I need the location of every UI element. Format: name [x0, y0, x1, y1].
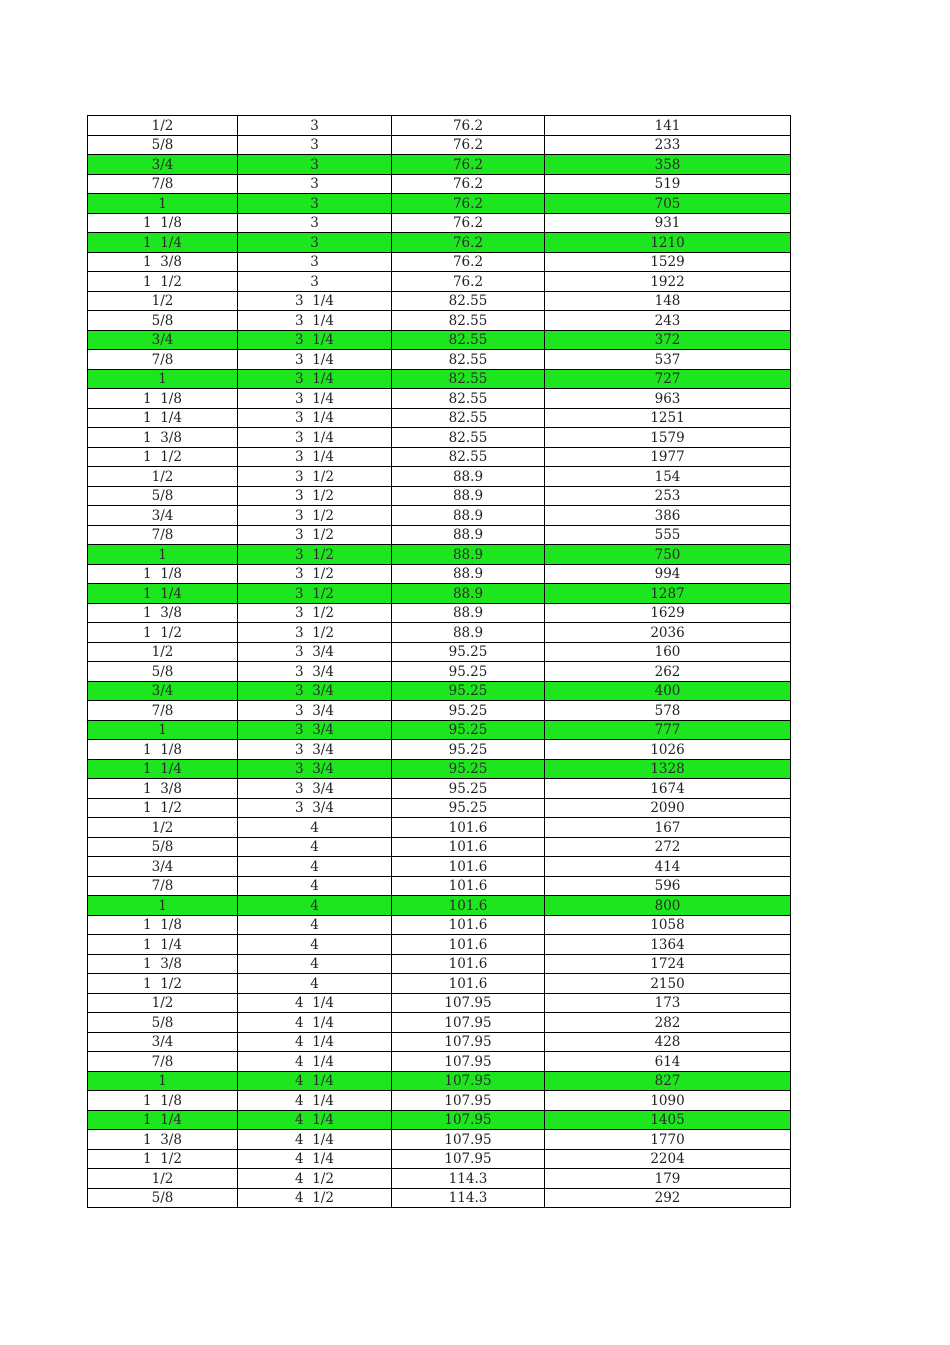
- cell-col-4: 2036: [545, 623, 791, 643]
- cell-col-3: 107.95: [392, 1032, 545, 1052]
- cell-col-2: 3 1/4: [238, 369, 392, 389]
- cell-col-3: 114.3: [392, 1188, 545, 1208]
- table-row: [88, 506, 791, 526]
- cell-col-1: 5/8: [88, 1188, 238, 1208]
- table-row: [88, 525, 791, 545]
- cell-col-3: 107.95: [392, 1071, 545, 1091]
- cell-col-4: 827: [545, 1071, 791, 1091]
- cell-col-2: 4 1/4: [238, 1149, 392, 1169]
- cell-col-3: 101.6: [392, 857, 545, 877]
- cell-col-4: 1364: [545, 935, 791, 955]
- cell-col-1: 1 1/4: [88, 408, 238, 428]
- cell-col-2: 3 3/4: [238, 701, 392, 721]
- cell-col-1: 1 1/2: [88, 447, 238, 467]
- data-table: [87, 115, 791, 1208]
- cell-col-3: 101.6: [392, 915, 545, 935]
- cell-col-3: 76.2: [392, 135, 545, 155]
- cell-col-2: 4 1/4: [238, 1032, 392, 1052]
- cell-col-3: 76.2: [392, 252, 545, 272]
- table-row: [88, 467, 791, 487]
- cell-col-2: 3: [238, 272, 392, 292]
- cell-col-1: 1: [88, 1071, 238, 1091]
- cell-col-2: 3 1/4: [238, 311, 392, 331]
- cell-col-3: 95.25: [392, 759, 545, 779]
- cell-col-1: 1 3/8: [88, 428, 238, 448]
- cell-col-2: 3 1/2: [238, 584, 392, 604]
- cell-col-4: 292: [545, 1188, 791, 1208]
- cell-col-1: 1 1/4: [88, 233, 238, 253]
- cell-col-4: 1629: [545, 603, 791, 623]
- table-row: [88, 486, 791, 506]
- cell-col-3: 95.25: [392, 701, 545, 721]
- cell-col-3: 82.55: [392, 350, 545, 370]
- cell-col-2: 3: [238, 174, 392, 194]
- cell-col-4: 428: [545, 1032, 791, 1052]
- cell-col-2: 4: [238, 974, 392, 994]
- cell-col-2: 3 1/2: [238, 623, 392, 643]
- cell-col-3: 88.9: [392, 545, 545, 565]
- table-row: [88, 233, 791, 253]
- cell-col-1: 5/8: [88, 1013, 238, 1033]
- cell-col-3: 76.2: [392, 194, 545, 214]
- table-row: [88, 545, 791, 565]
- cell-col-1: 7/8: [88, 350, 238, 370]
- cell-col-1: 7/8: [88, 876, 238, 896]
- cell-col-1: 1 1/4: [88, 759, 238, 779]
- table-row: [88, 428, 791, 448]
- cell-col-3: 101.6: [392, 818, 545, 838]
- table-row: [88, 623, 791, 643]
- cell-col-3: 76.2: [392, 155, 545, 175]
- cell-col-2: 3: [238, 135, 392, 155]
- cell-col-2: 3 1/2: [238, 545, 392, 565]
- cell-col-4: 727: [545, 369, 791, 389]
- cell-col-3: 82.55: [392, 311, 545, 331]
- table-row: [88, 818, 791, 838]
- table-row: [88, 252, 791, 272]
- table-row: [88, 915, 791, 935]
- cell-col-2: 4: [238, 935, 392, 955]
- cell-col-3: 114.3: [392, 1169, 545, 1189]
- table-row: [88, 935, 791, 955]
- cell-col-1: 1 1/2: [88, 272, 238, 292]
- cell-col-2: 3 1/2: [238, 486, 392, 506]
- cell-col-1: 1: [88, 720, 238, 740]
- cell-col-2: 4: [238, 896, 392, 916]
- table-row: [88, 662, 791, 682]
- cell-col-2: 4 1/2: [238, 1169, 392, 1189]
- table-row: [88, 155, 791, 175]
- cell-col-1: 1: [88, 545, 238, 565]
- cell-col-4: 154: [545, 467, 791, 487]
- cell-col-3: 95.25: [392, 798, 545, 818]
- cell-col-4: 2090: [545, 798, 791, 818]
- cell-col-1: 3/4: [88, 506, 238, 526]
- cell-col-4: 1579: [545, 428, 791, 448]
- cell-col-1: 1: [88, 194, 238, 214]
- cell-col-3: 82.55: [392, 369, 545, 389]
- cell-col-1: 1 1/2: [88, 798, 238, 818]
- cell-col-2: 3: [238, 155, 392, 175]
- table-row: [88, 857, 791, 877]
- cell-col-1: 1 1/8: [88, 564, 238, 584]
- table-row: [88, 701, 791, 721]
- cell-col-1: 3/4: [88, 155, 238, 175]
- cell-col-2: 3 3/4: [238, 740, 392, 760]
- cell-col-2: 4 1/4: [238, 1110, 392, 1130]
- table-row: [88, 1071, 791, 1091]
- cell-col-3: 107.95: [392, 1130, 545, 1150]
- cell-col-4: 414: [545, 857, 791, 877]
- table-row: [88, 1052, 791, 1072]
- cell-col-2: 3 1/4: [238, 408, 392, 428]
- cell-col-2: 3: [238, 194, 392, 214]
- cell-col-4: 537: [545, 350, 791, 370]
- cell-col-3: 107.95: [392, 1091, 545, 1111]
- cell-col-3: 82.55: [392, 291, 545, 311]
- cell-col-4: 1405: [545, 1110, 791, 1130]
- cell-col-2: 3 1/4: [238, 330, 392, 350]
- cell-col-4: 1529: [545, 252, 791, 272]
- cell-col-3: 88.9: [392, 525, 545, 545]
- cell-col-3: 88.9: [392, 564, 545, 584]
- cell-col-1: 5/8: [88, 311, 238, 331]
- cell-col-4: 555: [545, 525, 791, 545]
- cell-col-4: 148: [545, 291, 791, 311]
- cell-col-2: 4: [238, 915, 392, 935]
- cell-col-4: 262: [545, 662, 791, 682]
- cell-col-1: 1 1/2: [88, 623, 238, 643]
- cell-col-3: 101.6: [392, 876, 545, 896]
- cell-col-1: 3/4: [88, 681, 238, 701]
- table-row: [88, 174, 791, 194]
- cell-col-3: 82.55: [392, 389, 545, 409]
- cell-col-4: 253: [545, 486, 791, 506]
- cell-col-1: 1/2: [88, 993, 238, 1013]
- cell-col-2: 3 1/2: [238, 564, 392, 584]
- cell-col-4: 282: [545, 1013, 791, 1033]
- cell-col-1: 1 1/8: [88, 213, 238, 233]
- cell-col-4: 1210: [545, 233, 791, 253]
- cell-col-4: 1977: [545, 447, 791, 467]
- cell-col-4: 1674: [545, 779, 791, 799]
- cell-col-2: 3 1/2: [238, 603, 392, 623]
- cell-col-3: 107.95: [392, 993, 545, 1013]
- cell-col-3: 95.25: [392, 681, 545, 701]
- table-row: [88, 837, 791, 857]
- cell-col-1: 3/4: [88, 1032, 238, 1052]
- cell-col-4: 1328: [545, 759, 791, 779]
- table-row: [88, 876, 791, 896]
- cell-col-3: 88.9: [392, 623, 545, 643]
- cell-col-3: 107.95: [392, 1149, 545, 1169]
- cell-col-2: 3 1/2: [238, 525, 392, 545]
- table-row: [88, 740, 791, 760]
- table-row: [88, 350, 791, 370]
- cell-col-2: 4: [238, 954, 392, 974]
- cell-col-1: 1 3/8: [88, 954, 238, 974]
- cell-col-4: 994: [545, 564, 791, 584]
- cell-col-1: 1 3/8: [88, 779, 238, 799]
- table-row: [88, 389, 791, 409]
- table-row: [88, 1188, 791, 1208]
- cell-col-4: 614: [545, 1052, 791, 1072]
- table-row: [88, 1013, 791, 1033]
- cell-col-1: 1 1/4: [88, 1110, 238, 1130]
- cell-col-2: 3 1/4: [238, 389, 392, 409]
- table-row: [88, 447, 791, 467]
- cell-col-2: 3: [238, 213, 392, 233]
- cell-col-3: 76.2: [392, 272, 545, 292]
- cell-col-3: 82.55: [392, 428, 545, 448]
- cell-col-3: 88.9: [392, 486, 545, 506]
- cell-col-1: 5/8: [88, 837, 238, 857]
- cell-col-2: 3: [238, 116, 392, 136]
- cell-col-4: 578: [545, 701, 791, 721]
- cell-col-2: 3 3/4: [238, 662, 392, 682]
- cell-col-4: 386: [545, 506, 791, 526]
- cell-col-2: 4 1/4: [238, 1052, 392, 1072]
- table-row: [88, 1110, 791, 1130]
- table-row: [88, 272, 791, 292]
- cell-col-3: 107.95: [392, 1013, 545, 1033]
- cell-col-2: 3 3/4: [238, 720, 392, 740]
- table-row: [88, 408, 791, 428]
- cell-col-4: 2150: [545, 974, 791, 994]
- cell-col-3: 101.6: [392, 954, 545, 974]
- cell-col-1: 7/8: [88, 174, 238, 194]
- cell-col-2: 3 1/4: [238, 428, 392, 448]
- cell-col-4: 1090: [545, 1091, 791, 1111]
- cell-col-4: 358: [545, 155, 791, 175]
- table-row: [88, 564, 791, 584]
- cell-col-2: 3 3/4: [238, 798, 392, 818]
- cell-col-2: 3 1/4: [238, 447, 392, 467]
- cell-col-4: 173: [545, 993, 791, 1013]
- cell-col-1: 1 1/8: [88, 389, 238, 409]
- table-row: [88, 116, 791, 136]
- table-row: [88, 1169, 791, 1189]
- cell-col-4: 931: [545, 213, 791, 233]
- cell-col-1: 1: [88, 896, 238, 916]
- cell-col-3: 95.25: [392, 662, 545, 682]
- table-row: [88, 779, 791, 799]
- cell-col-2: 3 3/4: [238, 759, 392, 779]
- cell-col-3: 101.6: [392, 974, 545, 994]
- cell-col-4: 372: [545, 330, 791, 350]
- cell-col-1: 1 1/8: [88, 740, 238, 760]
- cell-col-2: 3 1/2: [238, 506, 392, 526]
- table-row: [88, 1130, 791, 1150]
- table-row: [88, 369, 791, 389]
- table-row: [88, 759, 791, 779]
- cell-col-1: 1 1/8: [88, 915, 238, 935]
- cell-col-3: 76.2: [392, 116, 545, 136]
- cell-col-1: 1 3/8: [88, 1130, 238, 1150]
- table-row: [88, 603, 791, 623]
- cell-col-3: 76.2: [392, 233, 545, 253]
- table-row: [88, 993, 791, 1013]
- cell-col-3: 88.9: [392, 584, 545, 604]
- cell-col-2: 4 1/4: [238, 993, 392, 1013]
- cell-col-4: 2204: [545, 1149, 791, 1169]
- cell-col-2: 3 1/4: [238, 350, 392, 370]
- table-row: [88, 896, 791, 916]
- cell-col-4: 243: [545, 311, 791, 331]
- cell-col-2: 4 1/4: [238, 1071, 392, 1091]
- cell-col-2: 4 1/2: [238, 1188, 392, 1208]
- cell-col-4: 233: [545, 135, 791, 155]
- cell-col-1: 1 1/2: [88, 1149, 238, 1169]
- cell-col-1: 5/8: [88, 135, 238, 155]
- cell-col-3: 76.2: [392, 174, 545, 194]
- table-row: [88, 1091, 791, 1111]
- cell-col-3: 88.9: [392, 467, 545, 487]
- cell-col-4: 1724: [545, 954, 791, 974]
- cell-col-1: 1 3/8: [88, 603, 238, 623]
- table-row: [88, 135, 791, 155]
- table-row: [88, 974, 791, 994]
- cell-col-2: 4: [238, 818, 392, 838]
- cell-col-4: 1287: [545, 584, 791, 604]
- cell-col-2: 3 1/2: [238, 467, 392, 487]
- cell-col-4: 1026: [545, 740, 791, 760]
- cell-col-2: 3: [238, 233, 392, 253]
- cell-col-1: 1 1/4: [88, 584, 238, 604]
- cell-col-3: 82.55: [392, 447, 545, 467]
- cell-col-1: 1/2: [88, 1169, 238, 1189]
- cell-col-4: 179: [545, 1169, 791, 1189]
- cell-col-1: 1 1/8: [88, 1091, 238, 1111]
- cell-col-1: 5/8: [88, 486, 238, 506]
- cell-col-3: 101.6: [392, 896, 545, 916]
- cell-col-2: 4 1/4: [238, 1091, 392, 1111]
- cell-col-4: 1251: [545, 408, 791, 428]
- cell-col-2: 4: [238, 837, 392, 857]
- table-row: [88, 330, 791, 350]
- cell-col-4: 777: [545, 720, 791, 740]
- cell-col-2: 3: [238, 252, 392, 272]
- cell-col-1: 7/8: [88, 525, 238, 545]
- table-row: [88, 1149, 791, 1169]
- cell-col-4: 800: [545, 896, 791, 916]
- cell-col-2: 4 1/4: [238, 1130, 392, 1150]
- cell-col-1: 7/8: [88, 1052, 238, 1072]
- cell-col-4: 750: [545, 545, 791, 565]
- cell-col-2: 3 3/4: [238, 642, 392, 662]
- cell-col-3: 88.9: [392, 506, 545, 526]
- cell-col-3: 82.55: [392, 330, 545, 350]
- cell-col-1: 3/4: [88, 857, 238, 877]
- cell-col-2: 4 1/4: [238, 1013, 392, 1033]
- cell-col-3: 76.2: [392, 213, 545, 233]
- cell-col-1: 3/4: [88, 330, 238, 350]
- table-row: [88, 1032, 791, 1052]
- cell-col-3: 107.95: [392, 1052, 545, 1072]
- table-row: [88, 642, 791, 662]
- table-row: [88, 584, 791, 604]
- cell-col-1: 1 1/4: [88, 935, 238, 955]
- cell-col-4: 1770: [545, 1130, 791, 1150]
- cell-col-3: 95.25: [392, 740, 545, 760]
- cell-col-3: 101.6: [392, 935, 545, 955]
- cell-col-3: 101.6: [392, 837, 545, 857]
- table-row: [88, 681, 791, 701]
- table-row: [88, 213, 791, 233]
- cell-col-3: 88.9: [392, 603, 545, 623]
- cell-col-1: 1: [88, 369, 238, 389]
- cell-col-4: 272: [545, 837, 791, 857]
- table-row: [88, 954, 791, 974]
- cell-col-4: 705: [545, 194, 791, 214]
- cell-col-2: 3 3/4: [238, 779, 392, 799]
- cell-col-3: 107.95: [392, 1110, 545, 1130]
- cell-col-1: 1/2: [88, 116, 238, 136]
- cell-col-1: 5/8: [88, 662, 238, 682]
- cell-col-2: 4: [238, 857, 392, 877]
- table-body: [88, 116, 791, 1208]
- cell-col-4: 141: [545, 116, 791, 136]
- cell-col-2: 3 3/4: [238, 681, 392, 701]
- table-row: [88, 311, 791, 331]
- cell-col-3: 95.25: [392, 720, 545, 740]
- table-row: [88, 798, 791, 818]
- cell-col-2: 3 1/4: [238, 291, 392, 311]
- cell-col-1: 1/2: [88, 291, 238, 311]
- cell-col-1: 1/2: [88, 467, 238, 487]
- table-row: [88, 194, 791, 214]
- cell-col-4: 167: [545, 818, 791, 838]
- cell-col-4: 1058: [545, 915, 791, 935]
- cell-col-4: 1922: [545, 272, 791, 292]
- cell-col-1: 1 1/2: [88, 974, 238, 994]
- cell-col-4: 596: [545, 876, 791, 896]
- table-row: [88, 720, 791, 740]
- cell-col-4: 160: [545, 642, 791, 662]
- cell-col-1: 1/2: [88, 818, 238, 838]
- cell-col-1: 1/2: [88, 642, 238, 662]
- table-row: [88, 291, 791, 311]
- cell-col-3: 95.25: [392, 642, 545, 662]
- cell-col-1: 1 3/8: [88, 252, 238, 272]
- cell-col-4: 400: [545, 681, 791, 701]
- cell-col-1: 7/8: [88, 701, 238, 721]
- cell-col-3: 82.55: [392, 408, 545, 428]
- cell-col-3: 95.25: [392, 779, 545, 799]
- cell-col-4: 519: [545, 174, 791, 194]
- cell-col-2: 4: [238, 876, 392, 896]
- cell-col-4: 963: [545, 389, 791, 409]
